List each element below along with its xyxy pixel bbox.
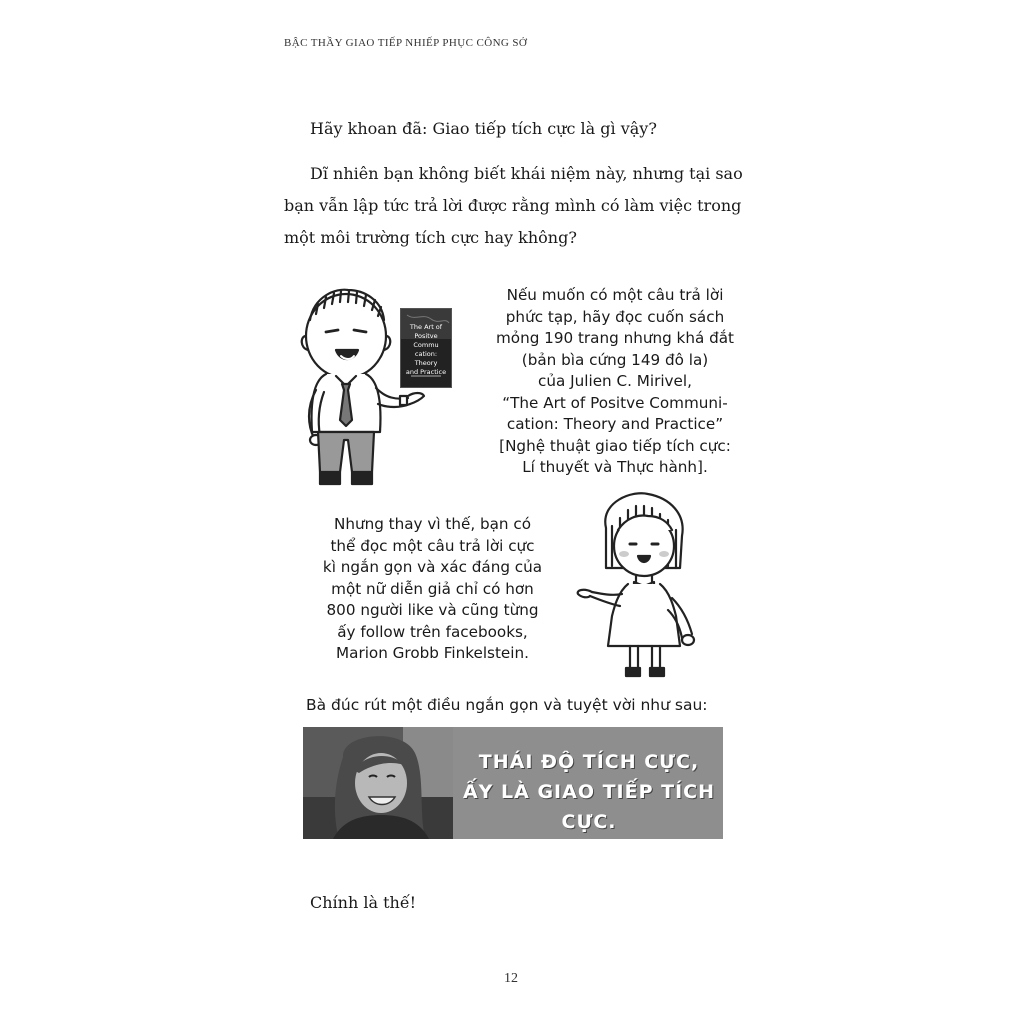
page-number: 12: [504, 971, 518, 986]
banner-quote: THÁI ĐỘ TÍCH CỰC, ẤY LÀ GIAO TIẾP TÍCH CỰC.: [462, 751, 716, 833]
paragraph-intro-line: Dĩ nhiên bạn không biết khái niệm này, nhưng tại sao: [310, 164, 743, 183]
speech-text-book: Nếu muốn có một câu trả lời phức tạp, hãy đọc cuốn sách mỏng 190 trang nhưng khá đắt (bản bìa cứng 149 đô la) của Julien C. Mirivel, “The Art of Positve Communi- cation: Theory and Practice” [Nghệ thuật giao tiếp tích cực: Lí thuyết và Thực hành].: [495, 286, 735, 476]
paragraph-intro: [284, 158, 764, 254]
book-cover: [400, 308, 452, 388]
speech-text-summary: Bà đúc rút một điều ngắn gọn và tuyệt vời như sau:: [306, 696, 708, 714]
speech-text-speaker: Nhưng thay vì thế, bạn có thể đọc một câu trả lời cực kì ngắn gọn và xác đáng của một nữ diễn giả chỉ có hơn 800 người like và cũng từng ấy follow trên facebooks, Marion Grobb Finkelstein.: [322, 515, 543, 662]
quote-banner: [303, 727, 723, 839]
cartoon-woman-icon: [572, 488, 702, 688]
paragraph-intro-line: một môi trường tích cực hay không?: [284, 228, 577, 247]
speaker-photo: [303, 727, 453, 839]
paragraph-intro-line: bạn vẫn lập tức trả lời được rằng mình có làm việc trong: [284, 196, 742, 215]
closing-line: Chính là thế!: [310, 893, 417, 912]
running-head: BẬC THẦY GIAO TIẾP NHIẾP PHỤC CÔNG SỞ: [284, 37, 528, 49]
book-cover-title: The Art of Positve Commu cation: Theory and Practice: [405, 323, 447, 376]
paragraph-question: Hãy khoan đã: Giao tiếp tích cực là gì vậy?: [310, 119, 657, 138]
